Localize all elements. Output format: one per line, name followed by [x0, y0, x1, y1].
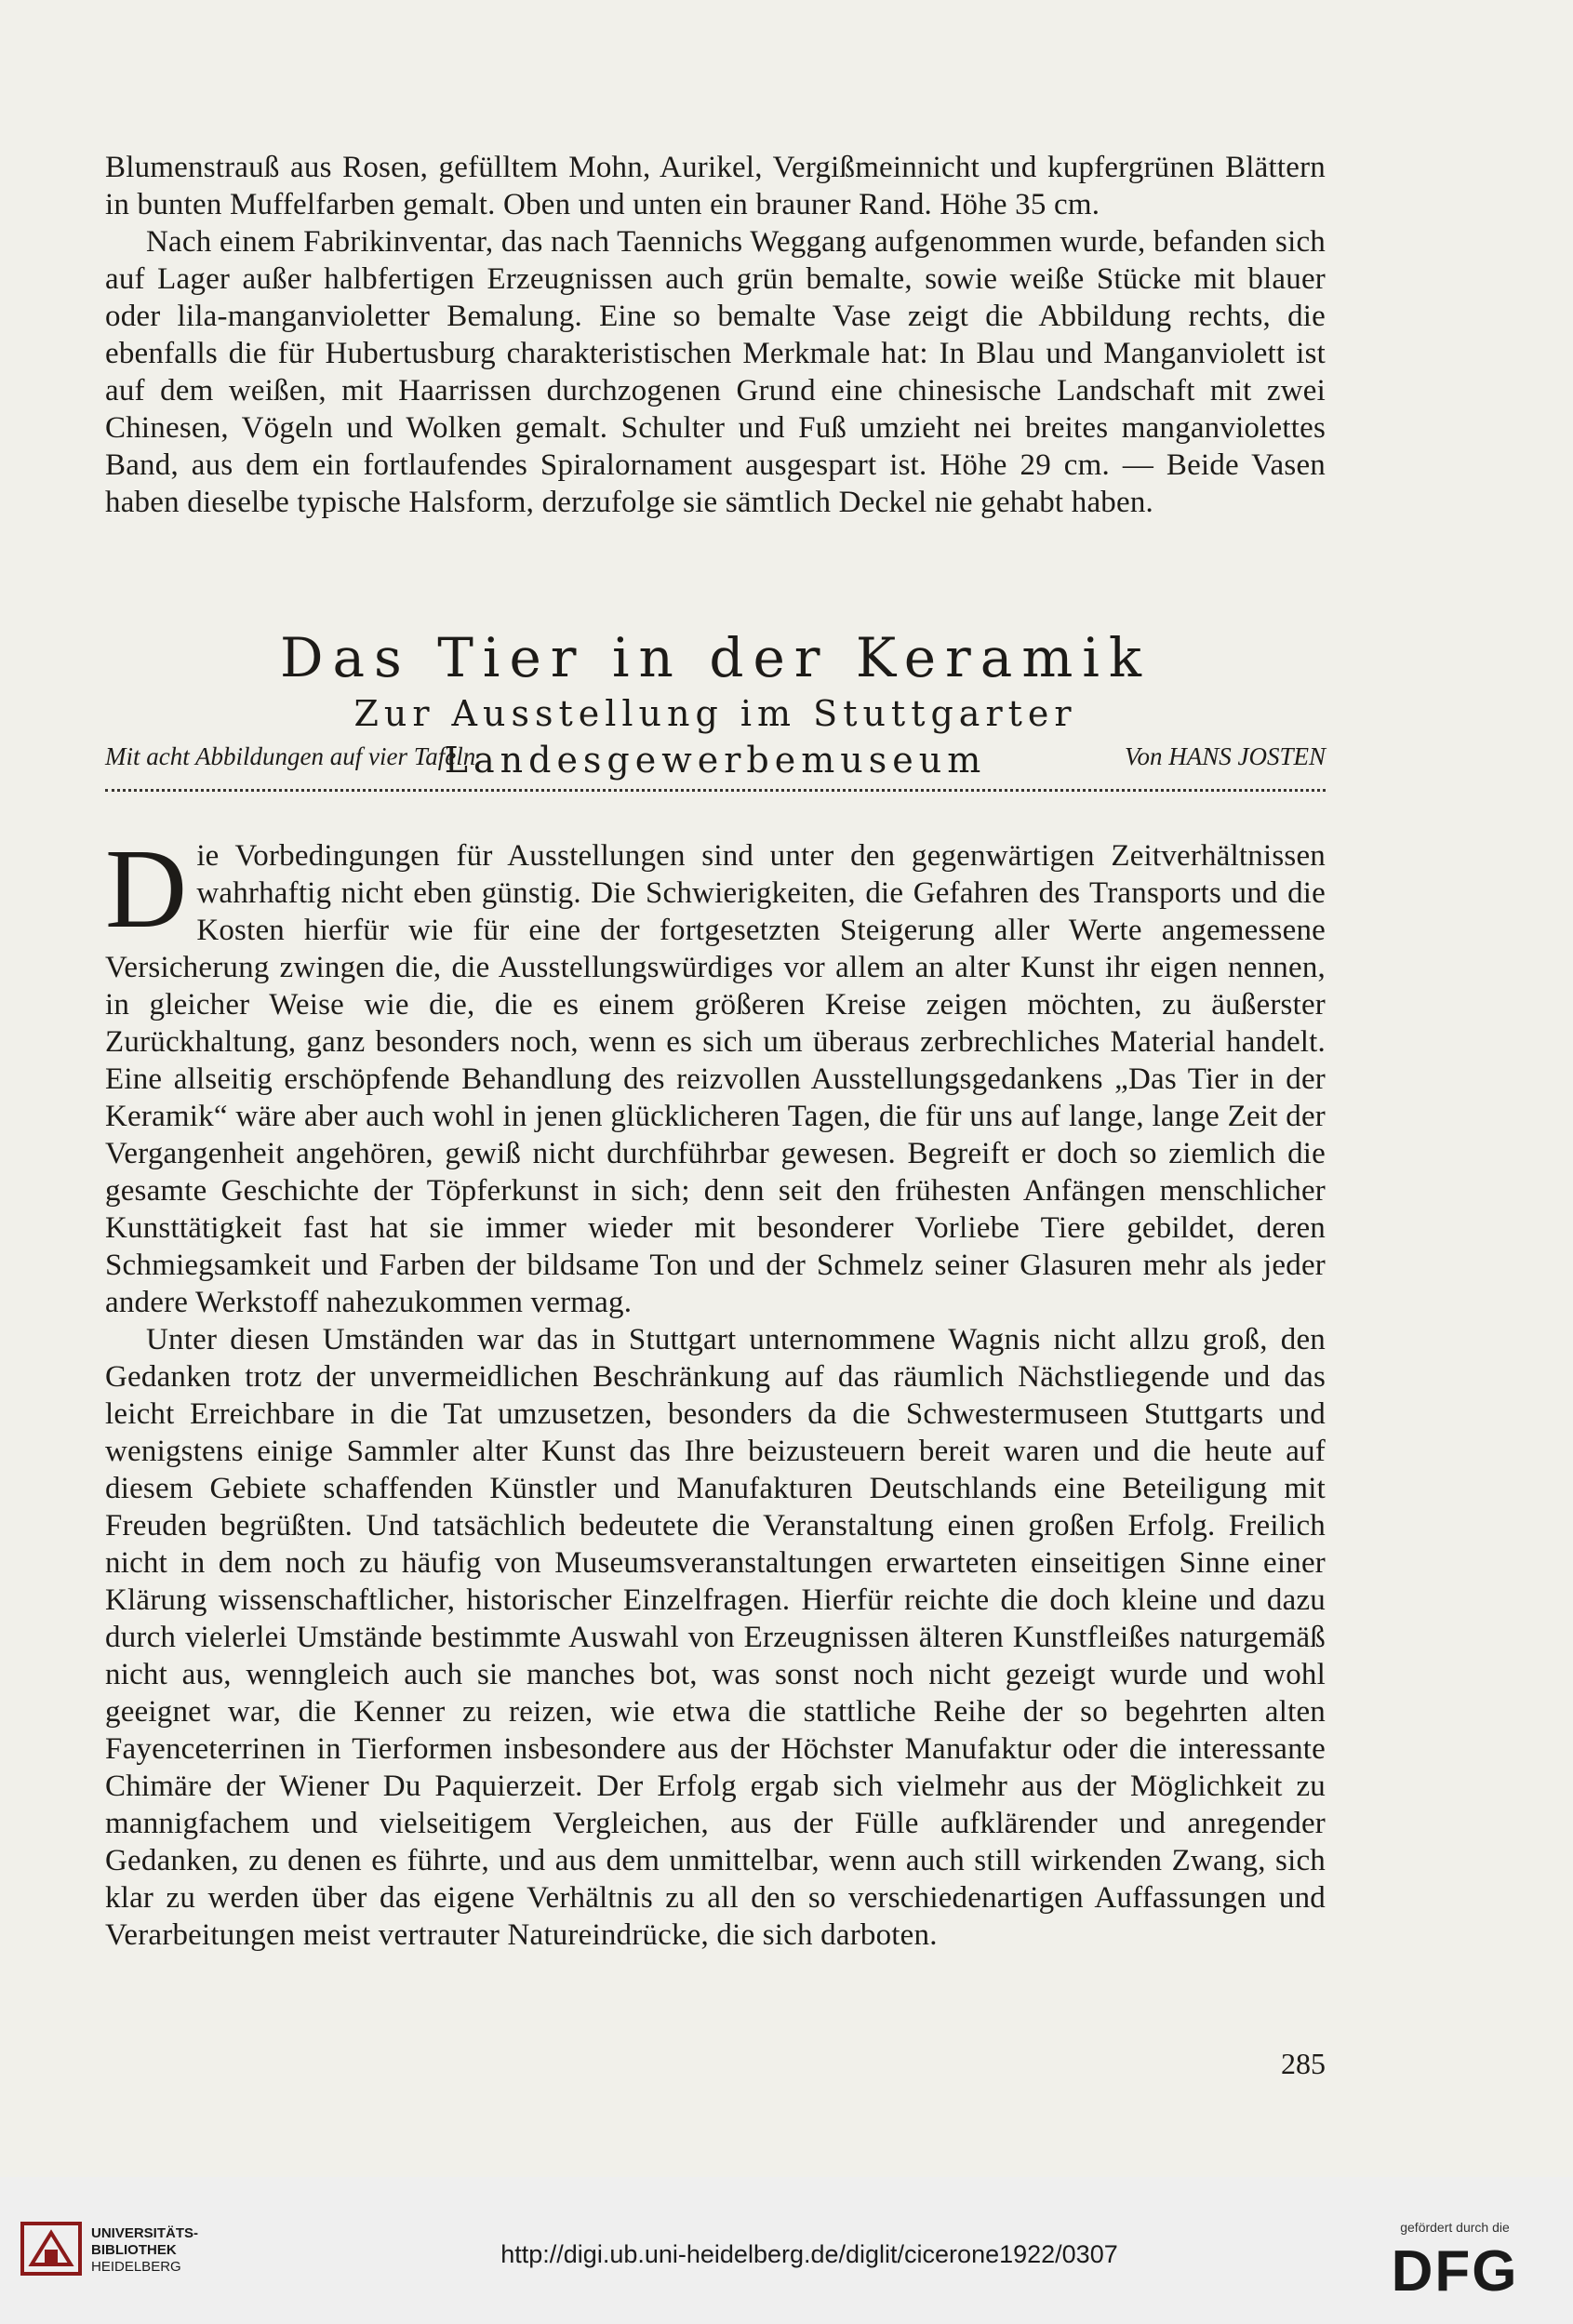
university-seal-icon	[19, 2220, 84, 2277]
dotted-divider	[105, 789, 1326, 792]
intro-paragraph-1: Blumenstrauß aus Rosen, gefülltem Mohn, Aurikel, Vergißmeinnicht und kupfergrünen Blättern in bunten Muffelfarben gemalt. Oben und unten ein brauner Rand. Höhe 35 cm.	[105, 151, 1326, 221]
intro-paragraph-2: Nach einem Fabrikinventar, das nach Taennichs Weggang aufgenommen wurde, befanden sich auf Lager außer halbfertigen Erzeugnissen auch grün bemalte, sowie weiße Stücke mit blauer oder lila-manganvioletter Bemalung. Eine so bemalte Vase zeigt die Abbildung rechts, die ebenfalls die für Hubertusburg charakteristischen Merkmale hat: In Blau und Manganviolett ist auf dem weißen, mit Haarrissen durchzogenen Grund eine chinesische Landschaft mit zwei Chinesen, Vögeln und Wolken gemalt. Schulter und Fuß umzieht nei breites manganviolettes Band, aus dem ein fortlaufendes Spiralornament ausgespart ist. Höhe 29 cm. — Beide Vasen haben dieselbe typische Halsform, derzufolge sie sämtlich Deckel nie gehabt haben.	[105, 225, 1326, 519]
funded-by-label: gefördert durch die	[1400, 2220, 1510, 2235]
article-subtitle: Zur Ausstellung im Stuttgarter Landesgewerbemuseum	[353, 693, 1077, 781]
author-byline: Von HANS JOSTEN	[1125, 742, 1326, 770]
permalink-url[interactable]: http://digi.ub.uni-heidelberg.de/diglit/cicerone1922/0307	[500, 2240, 1118, 2268]
byline-row	[105, 741, 1326, 772]
dfg-logo: DFG	[1391, 2239, 1519, 2304]
page-number: 285	[1281, 2047, 1326, 2080]
library-line-1: UNIVERSITÄTS-	[91, 2225, 199, 2241]
body-paragraph-1	[105, 826, 1326, 1321]
article-body	[105, 826, 1326, 1954]
library-name	[91, 2225, 198, 2276]
article-title: Das Tier in der Keramik	[279, 626, 1152, 689]
body-paragraph-1-text: ie Vorbedingungen für Ausstellungen sind unter den gegenwärtigen Zeitverhältnissen wahrhaftig nicht eben günstig. Die Schwierigkeiten, die Gefahren des Transports und die Kosten hierfür wie für eine der fortgesetzten Steigerung aller Werte angemessene Versicherung zwingen die, die Ausstellungswürdiges vor allem an alter Kunst ihr eigen nennen, in gleicher Weise wie die, die es einem größeren Kreise zeigen möchten, zu äußerster Zurückhaltung, ganz besonders noch, wenn es sich um überaus zerbrechliches Material handelt. Eine allseitig erschöpfende Behandlung des reizvollen Ausstellungsgedankens „Das Tier in der Keramik“ wäre aber auch wohl in jenen glücklicheren Tagen, die für uns auf lange, lange Zeit der Vergangenheit angehören, gewiß nicht durchführbar gewesen. Begreift er doch so ziemlich die gesamte Geschichte der Töpferkunst in sich; denn seit den frühesten Anfängen menschlicher Kunsttätigkeit fast hat sie immer wieder mit besonderer Vorliebe Tiere gebildet, deren Schmiegsamkeit und Farben der bildsame Ton und der Schmelz seiner Glasuren mehr als jeder andere Werkstoff nahezukommen vermag.	[105, 839, 1326, 1319]
drop-cap: D	[105, 826, 188, 952]
figures-note: Mit acht Abbildungen auf vier Tafeln	[105, 742, 476, 770]
library-line-3: HEIDELBERG	[91, 2259, 181, 2275]
body-paragraph-2: Unter diesen Umständen war das in Stuttgart unternommene Wagnis nicht allzu groß, den Gedanken trotz der unvermeidlichen Beschränkung auf das räumlich Nächstliegende und das leicht Erreichbare in die Tat umzusetzen, besonders da die Schwestermuseen Stuttgarts und wenigstens einige Sammler alter Kunst das Ihre beizusteuern bereit waren und die heute auf diesem Gebiete schaffenden Künstler und Manufakturen Deutschlands eine Beteiligung mit Freuden begrüßten. Und tatsächlich bedeutete die Veranstaltung einen großen Erfolg. Freilich nicht in dem noch zu häufig von Museumsveranstaltungen erwarteten einseitigen Sinne einer Klärung wissenschaftlicher, historischer Einzelfragen. Hierfür reichte die doch kleine und dazu durch vielerlei Umstände bestimmte Auswahl von Erzeugnissen älteren Kunstfleißes naturgemäß nicht aus, wenngleich auch sie manches bot, was sonst noch nicht gezeigt wurde und wohl geeignet war, die Kenner zu reizen, wie etwa die stattliche Reihe der so begehrten alten Fayenceterrinen in Tierformen insbesondere aus der Höchster Manufaktur oder die interessante Chimäre der Wiener Du Paquierzeit. Der Erfolg ergab sich vielmehr aus der Möglichkeit zu mannigfachem und vielseitigem Vergleichen, aus der Fülle aufklärender und anregender Gedanken, zu denen es führte, und aus dem unmittelbar, wenn auch still wirkenden Zwang, sich klar zu werden über das eigene Verhältnis zu all den so verschiedenartigen Auffassungen und Verarbeitungen meist vertrauter Natureindrücke, die sich darboten.	[105, 1323, 1326, 1952]
footer-bar	[0, 2177, 1573, 2324]
library-line-2: BIBLIOTHEK	[91, 2242, 177, 2258]
intro-section	[105, 149, 1326, 521]
